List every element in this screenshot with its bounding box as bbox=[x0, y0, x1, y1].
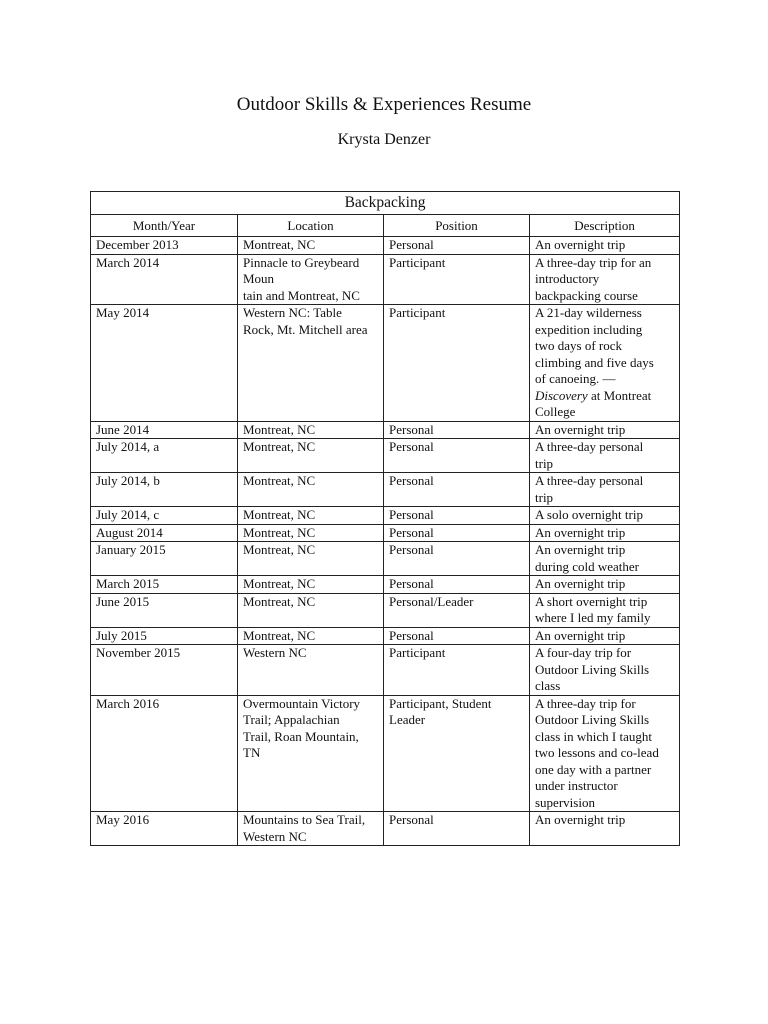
cell-position bbox=[384, 524, 530, 542]
cell-position bbox=[384, 645, 530, 696]
cell-position bbox=[384, 812, 530, 846]
table-row bbox=[91, 645, 680, 696]
cell-line: An overnight trip bbox=[535, 542, 626, 557]
table-row bbox=[91, 524, 680, 542]
backpacking-table bbox=[90, 191, 680, 846]
table-row bbox=[91, 473, 680, 507]
table-row bbox=[91, 439, 680, 473]
cell-position bbox=[384, 305, 530, 422]
cell-line: introductory bbox=[535, 271, 600, 286]
cell-line: Personal bbox=[389, 439, 434, 454]
cell-line: Personal bbox=[389, 576, 434, 591]
cell-line: An overnight trip bbox=[535, 237, 626, 252]
cell-line: during cold weather bbox=[535, 558, 639, 574]
table-row bbox=[91, 305, 680, 422]
cell-line: Western NC bbox=[243, 645, 307, 660]
cell-line: class in which I taught bbox=[535, 728, 652, 744]
cell-line: of canoeing. — bbox=[535, 371, 616, 386]
column-header-description: Description bbox=[530, 215, 680, 237]
cell-line: An overnight trip bbox=[535, 421, 626, 437]
cell-line: class bbox=[535, 678, 561, 693]
table-row bbox=[91, 812, 680, 846]
cell-location bbox=[238, 524, 384, 542]
cell-line: A four-day trip for bbox=[535, 645, 632, 660]
cell-line: Personal bbox=[389, 542, 434, 557]
cell-month-year: March 2015 bbox=[91, 576, 238, 594]
cell-line: College bbox=[535, 404, 576, 419]
cell-position bbox=[384, 542, 530, 576]
cell-location bbox=[238, 254, 384, 305]
cell-description bbox=[530, 576, 680, 594]
cell-month-year: May 2016 bbox=[91, 812, 238, 846]
cell-line: Personal bbox=[389, 507, 434, 522]
cell-description bbox=[530, 593, 680, 627]
cell-line: Outdoor Living Skills bbox=[535, 661, 650, 677]
column-header-position: Position bbox=[384, 215, 530, 237]
cell-month-year: August 2014 bbox=[91, 524, 238, 542]
cell-line: Personal bbox=[389, 524, 434, 540]
section-header-row bbox=[91, 192, 680, 215]
cell-line: two days of rock bbox=[535, 338, 623, 353]
cell-description bbox=[530, 473, 680, 507]
cell-month-year: March 2014 bbox=[91, 254, 238, 305]
cell-line: A three-day personal bbox=[535, 473, 644, 488]
cell-description bbox=[530, 524, 680, 542]
cell-description bbox=[530, 695, 680, 812]
cell-line: supervision bbox=[535, 794, 595, 810]
cell-position bbox=[384, 576, 530, 594]
cell-location bbox=[238, 542, 384, 576]
cell-position bbox=[384, 507, 530, 525]
cell-description bbox=[530, 421, 680, 439]
cell-month-year: July 2014, b bbox=[91, 473, 238, 507]
cell-month-year: January 2015 bbox=[91, 542, 238, 576]
cell-line: Western NC: Table bbox=[243, 305, 342, 320]
cell-description bbox=[530, 254, 680, 305]
column-header-row bbox=[91, 215, 680, 237]
cell-location bbox=[238, 421, 384, 439]
cell-month-year: May 2014 bbox=[91, 305, 238, 422]
cell-month-year: July 2014, a bbox=[91, 439, 238, 473]
cell-line: Participant bbox=[389, 254, 446, 270]
cell-location bbox=[238, 237, 384, 255]
program-name: Discovery bbox=[535, 387, 588, 403]
table-row bbox=[91, 542, 680, 576]
cell-line: Personal bbox=[389, 237, 434, 252]
cell-line: A three-day trip for an bbox=[535, 254, 652, 270]
cell-month-year: June 2015 bbox=[91, 593, 238, 627]
cell-line: Participant bbox=[389, 305, 446, 320]
cell-line: trip bbox=[535, 455, 554, 471]
table-row bbox=[91, 627, 680, 645]
cell-line: Montreat, NC bbox=[243, 593, 316, 609]
cell-line: A three-day personal bbox=[535, 439, 644, 454]
cell-location bbox=[238, 812, 384, 846]
table-row bbox=[91, 254, 680, 305]
cell-line: Overmountain Victory bbox=[243, 695, 361, 711]
cell-line: Mountains to Sea Trail, bbox=[243, 812, 366, 827]
table-row bbox=[91, 695, 680, 812]
cell-line: An overnight trip bbox=[535, 812, 626, 827]
cell-line: Montreat, NC bbox=[243, 542, 316, 557]
cell-line: Participant bbox=[389, 645, 446, 660]
cell-description bbox=[530, 645, 680, 696]
cell-description bbox=[530, 507, 680, 525]
cell-line: Trail; Appalachian bbox=[243, 712, 340, 727]
cell-line: Montreat, NC bbox=[243, 473, 316, 488]
cell-location bbox=[238, 695, 384, 812]
cell-line: two lessons and co-lead bbox=[535, 745, 659, 760]
cell-month-year: July 2014, c bbox=[91, 507, 238, 525]
cell-line: Rock, Mt. Mitchell area bbox=[243, 321, 368, 337]
cell-line: Trail, Roan Mountain, bbox=[243, 728, 359, 744]
cell-line: Montreat, NC bbox=[243, 576, 316, 591]
cell-line: at Montreat bbox=[587, 387, 652, 403]
cell-line: A solo overnight trip bbox=[535, 507, 643, 522]
cell-line: Montreat, NC bbox=[243, 237, 316, 252]
cell-month-year: June 2014 bbox=[91, 421, 238, 439]
cell-line: Outdoor Living Skills bbox=[535, 712, 650, 727]
cell-description bbox=[530, 439, 680, 473]
cell-line: An overnight trip bbox=[535, 627, 626, 643]
table-row bbox=[91, 237, 680, 255]
cell-line: Personal bbox=[389, 421, 434, 437]
cell-position bbox=[384, 421, 530, 439]
cell-line: Pinnacle to Greybeard Moun bbox=[243, 254, 360, 286]
column-header-location: Location bbox=[238, 215, 384, 237]
cell-line: Montreat, NC bbox=[243, 439, 316, 454]
cell-location bbox=[238, 305, 384, 422]
cell-line: Montreat, NC bbox=[243, 524, 316, 540]
cell-line: trip bbox=[535, 489, 554, 505]
document-title: Outdoor Skills & Experiences Resume bbox=[236, 94, 532, 115]
cell-position bbox=[384, 254, 530, 305]
cell-position bbox=[384, 237, 530, 255]
cell-position bbox=[384, 439, 530, 473]
cell-line: Montreat, NC bbox=[243, 507, 316, 522]
cell-line: Personal bbox=[389, 473, 434, 488]
table-row bbox=[91, 593, 680, 627]
table-row bbox=[91, 421, 680, 439]
cell-month-year: November 2015 bbox=[91, 645, 238, 696]
cell-description bbox=[530, 812, 680, 846]
cell-line: climbing and five days bbox=[535, 354, 654, 370]
cell-description bbox=[530, 542, 680, 576]
cell-location bbox=[238, 593, 384, 627]
cell-position bbox=[384, 593, 530, 627]
cell-line: Personal/Leader bbox=[389, 593, 474, 609]
cell-line: backpacking course bbox=[535, 287, 638, 303]
cell-location bbox=[238, 576, 384, 594]
cell-line: A three-day trip for bbox=[535, 695, 636, 711]
cell-location bbox=[238, 439, 384, 473]
cell-position bbox=[384, 473, 530, 507]
cell-description bbox=[530, 305, 680, 422]
table-body bbox=[91, 237, 680, 846]
cell-line: Montreat, NC bbox=[243, 627, 316, 643]
cell-description bbox=[530, 237, 680, 255]
cell-location bbox=[238, 627, 384, 645]
cell-position bbox=[384, 627, 530, 645]
cell-line: expedition including bbox=[535, 321, 643, 337]
cell-line: Participant, Student bbox=[389, 695, 492, 711]
cell-position bbox=[384, 695, 530, 812]
cell-line: Personal bbox=[389, 627, 434, 643]
cell-location bbox=[238, 507, 384, 525]
author-name: Krysta Denzer bbox=[337, 131, 431, 148]
cell-month-year: December 2013 bbox=[91, 237, 238, 255]
cell-line: An overnight trip bbox=[535, 576, 626, 591]
cell-line: A 21-day wilderness bbox=[535, 305, 642, 320]
cell-line: Western NC bbox=[243, 828, 307, 844]
cell-line: one day with a partner bbox=[535, 761, 652, 777]
column-header-month-year: Month/Year bbox=[91, 215, 238, 237]
cell-line: Leader bbox=[389, 712, 426, 727]
cell-location bbox=[238, 473, 384, 507]
cell-line: under instructor bbox=[535, 778, 618, 793]
cell-line: Montreat, NC bbox=[243, 421, 316, 437]
section-title: Backpacking bbox=[91, 192, 680, 215]
table-row bbox=[91, 507, 680, 525]
cell-month-year: July 2015 bbox=[91, 627, 238, 645]
cell-line: tain and Montreat, NC bbox=[243, 287, 360, 303]
table-row bbox=[91, 576, 680, 594]
cell-line: TN bbox=[243, 745, 261, 760]
cell-line: An overnight trip bbox=[535, 524, 626, 540]
cell-line: where I led my family bbox=[535, 610, 651, 625]
cell-line: A short overnight trip bbox=[535, 593, 648, 609]
cell-description bbox=[530, 627, 680, 645]
cell-month-year: March 2016 bbox=[91, 695, 238, 812]
cell-location bbox=[238, 645, 384, 696]
cell-line: Personal bbox=[389, 812, 434, 827]
